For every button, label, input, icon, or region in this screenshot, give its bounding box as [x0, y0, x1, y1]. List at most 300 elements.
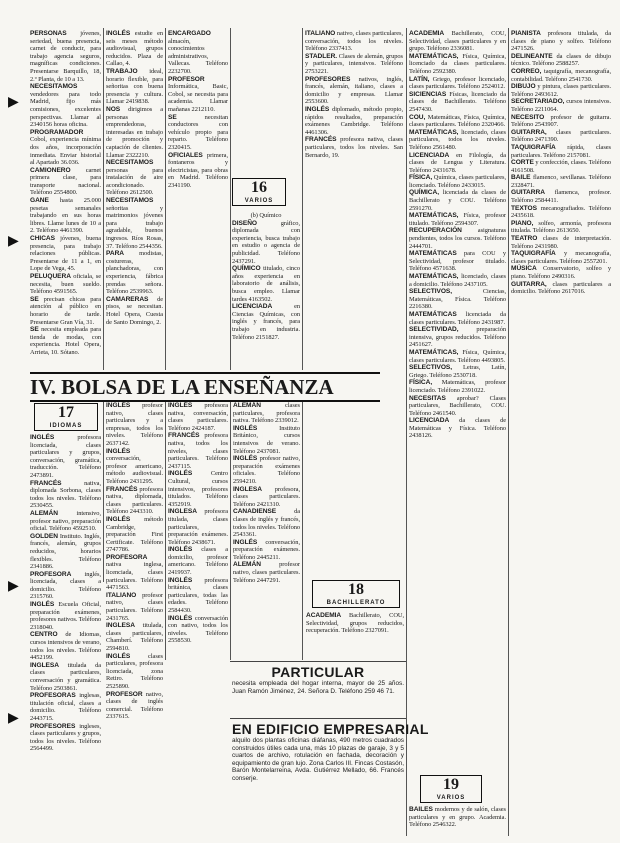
classified-ad — [511, 265, 611, 280]
category-label: VARIOS — [436, 795, 466, 801]
ad-keyword: INGLÉS — [233, 424, 258, 432]
classified-ad — [409, 189, 506, 212]
classified-ad — [409, 91, 506, 114]
ad-text: Conservatorio, solfeo y piano. Teléfono 2490316. — [511, 265, 611, 280]
ad-text: titulado, cinco años experiencia en laboratorio de análisis, busca empleo. Llamar tardes 4163502. — [232, 265, 300, 303]
ad-list — [306, 612, 404, 635]
ad-text: Bachillerato, COU, Selectividad, clases particulares y en grupo. Teléfono 2336081. — [409, 30, 506, 53]
ad-keyword: ENCARGADO — [168, 30, 211, 37]
ad-keyword: ALEMÁN — [233, 561, 261, 569]
ad-text: vendedores para todo Madrid, fijo más comisiones, excelentes perspectivas. Llamar al 2340156 horas oficina. — [30, 90, 101, 129]
category-label: BACHILLERATO — [326, 600, 386, 606]
classified-ad — [233, 561, 300, 584]
classified-ad — [305, 106, 403, 136]
ad-keyword: SE — [30, 295, 39, 303]
ad-text: nativo, clases particulares, conversación, todos los niveles. Teléfono 2337413. — [305, 30, 403, 53]
classified-ad — [409, 30, 506, 53]
ad-text: taquigrafía, mecanografía, contabilidad. Teléfono 2541730. — [511, 67, 611, 83]
ad-text: profesor nativo, clases particulares y a empresas, todos los niveles. Teléfono 2637142. — [106, 402, 163, 447]
classified-ad — [30, 510, 101, 533]
column-rule — [165, 402, 166, 660]
classified-ad — [409, 227, 506, 250]
ad-text: personas para instalación de aire acondicionado. Teléfono 2612500. — [106, 166, 163, 197]
ad-keyword: MÚSICA — [511, 265, 537, 273]
ad-text: rápida, clases particulares. Teléfono 2157081. — [511, 143, 611, 159]
ad-keyword: TAQUIGRAFÍA — [511, 250, 556, 258]
ad-text: Matemáticas, Física, Química, clases particulares. Teléfono 2320466. — [409, 113, 506, 129]
ad-keyword: INGLESA — [168, 508, 197, 516]
ad-keyword: ITALIANO — [106, 591, 137, 599]
category-box-idiomas — [34, 403, 98, 431]
ad-keyword: INGLÉS — [168, 576, 193, 584]
ad-keyword: ACADEMIA — [306, 612, 342, 619]
classified-column — [168, 30, 228, 368]
ad-text: profesor nativo, preparación exámenes oficiales. Teléfono 2594210. — [233, 455, 300, 485]
ad-keyword: TEATRO — [511, 235, 538, 243]
ad-list — [409, 30, 506, 440]
ad-keyword: GOLDEN — [30, 532, 58, 540]
classified-ad — [106, 592, 163, 622]
classified-ad — [106, 250, 163, 296]
classified-ad — [409, 250, 506, 273]
classified-ad — [409, 212, 506, 227]
ad-text: Centro Cultural, cursos intensivos, profesores titulados. Teléfono 4352919. — [168, 470, 228, 508]
classified-ad — [305, 76, 403, 106]
ad-keyword: PELUQUERA — [30, 273, 71, 280]
classified-column — [409, 806, 506, 836]
ad-body: alquilo dos plantas oficinas diáfanas, 490 metros cuadrados construidos útiles cada una, más 10 plazas de garaje, 3 y 5 cuartos de archivo, rotulación en fachada, decoración y equipamiento de gran lujo. Zona Carlos III. Fincas Costasón, Barón Montelarreina, Avda. Gutiérrez Mellado, 66. Francés conserje. — [232, 737, 404, 782]
classified-ad — [409, 326, 506, 349]
ad-keyword: ALEMÁN — [30, 509, 58, 517]
classified-ad — [30, 631, 101, 661]
ad-keyword: PARA — [106, 250, 124, 258]
ad-keyword: INGLESA — [30, 661, 59, 669]
ad-keyword: LICENCIADA — [232, 303, 273, 311]
classified-ad — [409, 288, 506, 311]
ad-text: conversación, preparación exámenes. Teléfono 2445211. — [233, 538, 300, 561]
classified-ad — [106, 159, 163, 197]
display-ad-particular — [232, 664, 404, 716]
classified-ad — [30, 326, 101, 356]
column-rule — [508, 28, 509, 836]
ad-keyword: OFICIALES — [168, 151, 203, 159]
ad-keyword: DELINEANTE — [511, 52, 553, 60]
ad-keyword: CHICAS — [30, 235, 55, 243]
ad-list — [511, 30, 611, 296]
ad-text: Instituto. Inglés, francés, alemán, grupos reducidos, horarios flexibles. Teléfono 2341886. — [30, 532, 101, 571]
classified-ad — [409, 364, 506, 379]
classified-ad — [168, 114, 228, 152]
ad-keyword: PROFESOR — [168, 75, 205, 83]
ad-text: profesor de guitarra. Teléfono 2543907. — [511, 113, 611, 129]
ad-text: asignaturas pendientes, todos los cursos. Teléfono 2444701. — [409, 227, 506, 250]
ad-text: en Filología, da clases de Lengua y Literatura. Teléfono 2431678. — [409, 151, 506, 174]
ad-keyword: NECESITAMOS — [106, 197, 154, 205]
ad-text: profesor nativo, clases particulares. Teléfono 2447291. — [233, 561, 300, 584]
ad-keyword: CAMIONERO — [30, 166, 71, 174]
ad-text: clases particulares, profesora nativa. Teléfono 2339012. — [233, 402, 300, 425]
ad-text: licenciado, clases a domicilio. Teléfono 2437105. — [409, 273, 506, 288]
ad-text: flamenca, profesor. Teléfono 2584411. — [511, 189, 611, 205]
ad-keyword: NOS — [106, 105, 121, 113]
ad-text: oficiala, se necesita, buen sueldo. Teléfono 4591565. — [30, 273, 101, 296]
ad-text: ideal, horario flexible, para señoritas con buena presencia y cultura. Llamar 2419838. — [106, 67, 163, 106]
ad-keyword: PROFESORES — [30, 722, 76, 730]
category-number: 19 — [443, 776, 459, 793]
ad-text: licenciada da clases de Bachillerato y COU. Teléfono 2591270. — [409, 189, 506, 212]
classified-ad — [511, 68, 611, 83]
ad-text: intensivo, profesor nativo, preparación oficial. Teléfono 4592510. — [30, 509, 101, 533]
ad-keyword: QUÍMICA, — [409, 189, 440, 197]
left-margin-arrow-icon: ▶ — [8, 711, 19, 726]
classified-ad — [233, 455, 300, 485]
ad-text: profesora británica, clases particulares, todas las edades. Teléfono 2584430. — [168, 576, 228, 615]
column-rule — [103, 402, 104, 582]
ad-text: hasta 25.000 pesetas semanales trabajando en sus horas libres. Llame lunes de 10 a 2. Teléfono 4461390. — [30, 197, 101, 235]
classified-ad — [511, 189, 611, 204]
ad-keyword: TAQUIGRAFÍA — [511, 143, 556, 151]
classified-ad — [233, 402, 300, 425]
ad-keyword: PROFESORA — [106, 553, 148, 561]
ad-text: de pisos, se necesitan. Hotel Opera, Cuesta de Santo Domingo, 2. — [106, 295, 163, 326]
ad-keyword: CENTRO — [30, 631, 58, 639]
ad-text: modernos y de salón, clases particulares y en grupo. Academia. Teléfono 2546322. — [409, 806, 506, 829]
ad-text: Escuela Oficial, preparación exámenes, profesores nativos. Teléfono 2318040. — [30, 601, 101, 631]
classified-ad — [30, 533, 101, 571]
ad-keyword: SE — [30, 326, 39, 334]
ad-text: Matemáticas, profesor licenciado. Teléfono 2391022. — [409, 379, 506, 394]
ad-keyword: MATEMÁTICAS — [409, 250, 457, 258]
ad-text: da clases de dibujo técnico. Teléfono 2588257. — [511, 52, 611, 68]
classified-column — [305, 30, 403, 368]
classified-column — [30, 30, 101, 368]
ad-keyword: INGLÉS — [168, 546, 193, 554]
ad-text: precisan chicas para atención al público en horario de tarde. Presentarse Gran Vía, 31. — [30, 295, 101, 326]
classified-ad — [233, 539, 300, 562]
column-rule — [406, 28, 407, 836]
classified-ad — [511, 98, 611, 113]
ad-list — [305, 30, 403, 159]
ad-keyword: CORREO, — [511, 67, 542, 75]
ad-keyword: INGLÉS — [106, 447, 131, 455]
ad-text: en Ciencias Químicas, con inglés y francés, para trabajo en industria. Teléfono 2151827. — [232, 303, 300, 341]
ad-keyword: FRANCÉS — [168, 432, 200, 440]
ad-keyword: SICIENCIAS — [409, 90, 447, 98]
classified-column — [233, 402, 300, 657]
classified-ad — [305, 53, 403, 76]
ad-keyword: ITALIANO — [305, 30, 336, 37]
classified-ad — [30, 273, 101, 296]
ad-keyword: SECRETARIADO, — [511, 98, 565, 106]
ad-keyword: PROGRAMADOR — [30, 128, 84, 136]
classified-ad — [168, 402, 228, 432]
ad-text: gráfico, diplomada con experiencia, busca trabajo en estudio o agencia de publicidad. Teléfono 2437291. — [232, 219, 300, 265]
ad-keyword: GUITARRA, — [511, 128, 547, 136]
ad-text: clases particulares, profesora licenciada, zona Retiro. Teléfono 2525890. — [106, 652, 163, 690]
classified-ad — [409, 76, 506, 91]
ad-keyword: INGLÉS — [168, 614, 193, 622]
ad-keyword: FÍSICA, — [409, 174, 433, 182]
ad-keyword: INGLÉS — [30, 434, 55, 441]
ad-text: estudie en seis meses método audiovisual, grupos reducidos. Plaza de Callao, 4. — [106, 30, 163, 68]
ad-text: mecanografiados. Teléfono 2435618. — [511, 204, 611, 220]
ad-text: nativa, diplomada Sorbona, clases todos los niveles. Teléfono 2530455. — [30, 479, 101, 510]
column-rule — [302, 28, 303, 370]
classified-ad — [233, 508, 300, 538]
classified-ad — [306, 612, 404, 635]
ad-text: da clases de inglés y francés, todos los niveles. Teléfono 2543361. — [233, 508, 300, 539]
column-rule — [230, 402, 231, 660]
ad-text: inglés, licenciada, clases a domicilio. Teléfono 2315760. — [30, 570, 101, 601]
ad-text: nativo, clases de inglés comercial. Teléfono 2337615. — [106, 690, 163, 721]
ad-keyword: INGLÉS — [106, 402, 131, 409]
category-number: 17 — [58, 404, 74, 421]
classified-ad — [511, 220, 611, 235]
ad-text: profesora, clases particulares. Teléfono 2421310. — [233, 485, 300, 508]
category-box-varios — [232, 178, 286, 206]
classified-ad — [30, 129, 101, 167]
ad-text: titulada, clases particulares, Chamberí. Teléfono 2594810. — [106, 622, 163, 652]
ad-text: Bachillerato, COU, Selectividad, grupos reducidos, recuperación. Teléfono 2327091. — [306, 612, 404, 635]
rule — [230, 718, 406, 719]
classified-ad — [511, 159, 611, 174]
classified-ad — [409, 129, 506, 152]
ad-keyword: INGLÉS — [168, 470, 193, 478]
ad-keyword: MATEMÁTICAS — [409, 310, 457, 318]
ad-keyword: LICENCIADA — [409, 417, 450, 425]
ad-text: Letras, Latín, Griego. Teléfono 2530718. — [409, 364, 506, 379]
classified-ad — [106, 106, 163, 159]
classified-ad — [511, 250, 611, 265]
classified-ad — [106, 402, 163, 448]
ad-text: jóvenes, buena presencia, para trabajo relaciones públicas. Presentarse de 11 a 1, en Lope de Vega, 45. — [30, 235, 101, 273]
ad-keyword: GUITARRA, — [511, 280, 547, 288]
classified-ad — [168, 432, 228, 470]
classified-ad — [305, 30, 403, 53]
classified-ad — [409, 395, 506, 418]
ad-text: profesora nativa, clases particulares, todos los niveles. San Bernardo, 19. — [305, 136, 403, 159]
ad-list — [233, 402, 300, 584]
ad-keyword: MATEMÁTICAS, — [409, 52, 459, 60]
ad-text: clases particulares a domicilio. Teléfono 2617016. — [511, 280, 611, 296]
ad-text: carnet primera clase, para transporte nacional. Teléfono 2554800. — [30, 166, 101, 197]
ad-list — [232, 220, 300, 342]
ad-keyword: PIANISTA — [511, 30, 541, 37]
ad-keyword: NECESITO — [511, 113, 545, 121]
classified-ad — [511, 174, 611, 189]
ad-text: Ciencias, Matemáticas, Física. Teléfono 2216380. — [409, 288, 506, 311]
ad-keyword: FRANCÉS — [106, 485, 138, 493]
classified-ad — [168, 76, 228, 114]
ad-text: para COU y Selectividad, profesor titulado. Teléfono 4571638. — [409, 250, 506, 273]
ad-keyword: GUITARRA — [511, 189, 545, 197]
ad-text: nativa inglesa, licenciada, clases particulares. Teléfono 4471563. — [106, 561, 163, 592]
category-box-bachillerato — [312, 580, 400, 608]
classified-ad — [409, 152, 506, 175]
ad-keyword: FÍSICA, — [409, 379, 433, 387]
ad-text: solfeo, armonía, profesora titulada. Teléfono 2613650. — [511, 219, 611, 235]
classified-column — [232, 212, 300, 368]
classified-ad — [106, 554, 163, 592]
classified-ad — [409, 311, 506, 326]
classified-ad — [409, 53, 506, 76]
ad-text: conversación con nativo, todos los niveles. Teléfono 2558530. — [168, 614, 228, 645]
ad-text: clases a domicilio, profesor americano. Teléfono 2419937. — [168, 546, 228, 577]
ad-keyword: INGLÉS — [106, 30, 131, 37]
ad-text: profesora licenciada, clases particulares y grupos, conversación, gramática, traducción. Teléfono 2473891. — [30, 434, 101, 479]
classified-ad — [106, 296, 163, 326]
ad-list — [30, 30, 101, 357]
ad-keyword: NECESITAMOS — [106, 159, 154, 167]
classified-ad — [232, 220, 300, 266]
ad-keyword: INGLÉS — [233, 538, 258, 546]
ad-keyword: COU, — [409, 113, 426, 121]
ad-text: diplomado, método propio, rápidos resultados, preparación exámenes Cambridge. Teléfono 4461306. — [305, 105, 403, 136]
ad-text: Informática, Basic, Cobol, se necesita para academia. Llamar mañanas 2212110. — [168, 83, 228, 113]
classified-ad — [168, 508, 228, 546]
ad-text: y mecanografía, clases particulares. Teléfono 2557201. — [511, 250, 611, 265]
ad-text: nativos, inglés, francés, alemán, italiano, clases a domicilio y empresas. Llamar 2553600. — [305, 75, 403, 106]
ad-keyword: ALEMÁN — [233, 402, 261, 409]
classified-column — [511, 30, 611, 836]
ad-text: profesora nativa, todos los niveles, clases particulares. Teléfono 2437115. — [168, 432, 228, 470]
ad-keyword: PROFESORA — [30, 570, 72, 578]
section-title: IV. BOLSA DE LA ENSEÑANZA — [30, 372, 380, 402]
ad-text: clases de interpretación. Teléfono 2431980. — [511, 235, 611, 250]
rule — [230, 661, 406, 662]
classified-ad — [30, 434, 101, 480]
classified-column — [306, 612, 404, 658]
ad-text: licenciada da clases particulares. Teléfono 2431987. — [409, 310, 506, 326]
classified-ad — [106, 516, 163, 554]
category-label: IDIOMAS — [49, 423, 83, 429]
ad-text: jóvenes, seriedad, buena presencia, carnet de conducir, para trabajo agencia seguros, magníficas condiciones. Presentarse Barquillo, 18, 2.º Planta, de 10 a 13. — [30, 30, 101, 83]
ad-keyword: FRANCÉS — [30, 479, 62, 487]
ad-text: almacén, conocimientos administrativos, Vallecas. Teléfono 2232700. — [168, 37, 228, 75]
ad-text: Cobol, experiencia mínima dos años, incorporación inmediata. Enviar historial al Apartado 36.036. — [30, 136, 101, 167]
classified-ad — [511, 83, 611, 98]
column-rule — [165, 28, 166, 370]
classified-ad — [409, 174, 506, 189]
ad-keyword: LICENCIADA — [409, 151, 450, 159]
classified-ad — [168, 615, 228, 645]
classified-ad — [511, 144, 611, 159]
ad-text: y pintura, clases particulares. Teléfono 2493612. — [511, 83, 611, 98]
classified-ad — [30, 296, 101, 326]
ad-text: Química, clases particulares, licenciado. Teléfono 2433015. — [409, 174, 506, 189]
ad-keyword: SELECTIVOS, — [409, 364, 453, 372]
ad-keyword: INGLÉS — [168, 402, 193, 409]
ad-text: clases particulares. Teléfono 2471390. — [511, 128, 611, 144]
left-margin-arrow-icon: ▶ — [8, 579, 19, 594]
classified-ad — [106, 622, 163, 652]
ad-heading: PARTICULAR — [271, 664, 365, 680]
ad-keyword: SELECTIVIDAD, — [409, 326, 459, 334]
classified-ad — [106, 653, 163, 691]
classified-ad — [409, 417, 506, 440]
classified-ad — [30, 601, 101, 631]
ad-text: preparación intensiva, grupos reducidos. Teléfono 2451627. — [409, 326, 506, 349]
ad-list — [168, 402, 228, 645]
classified-ad — [106, 448, 163, 486]
ad-keyword: SE — [168, 113, 177, 121]
ad-text: Física, Química, licenciado da clases particulares. Teléfono 2592380. — [409, 52, 506, 75]
ad-text: ingleses, clases particulares y grupos, todos los niveles. Teléfono 2564499. — [30, 722, 101, 753]
ad-text: Griego, profesor licenciado, clases particulares. Teléfono 2524012. — [409, 75, 506, 91]
classified-ad — [409, 806, 506, 829]
ad-keyword: INGLÉS — [305, 105, 330, 113]
ad-text: profesora titulada, clases particulares, preparación exámenes. Teléfono 2438671. — [168, 508, 228, 546]
ad-text: profesora nativa, diplomada, clases particulares. Teléfono 2443310. — [106, 485, 163, 516]
ad-keyword: DISEÑO — [232, 219, 257, 227]
ad-text: profesor nativo, clases particulares. Teléfono 2431765. — [106, 591, 163, 622]
ad-list — [30, 434, 101, 753]
ad-list — [106, 402, 163, 721]
ad-keyword: SELECTIVOS, — [409, 288, 453, 296]
column-rule — [230, 28, 231, 370]
classified-column — [106, 402, 163, 828]
ad-keyword: PIANO, — [511, 219, 534, 227]
ad-text: necesitan conductores con vehículo propio para reparto. Teléfono 2320415. — [168, 113, 228, 151]
classified-ad — [106, 197, 163, 250]
ad-text: conversación, profesor americano, método audiovisual. Teléfono 2431295. — [106, 455, 163, 485]
classified-ad — [30, 692, 101, 722]
classified-ad — [409, 114, 506, 129]
ad-keyword: ACADEMIA — [409, 30, 445, 37]
ad-text: Física, profesor titulado. Teléfono 2594307. — [409, 212, 506, 227]
classified-ad — [511, 114, 611, 129]
classified-ad — [511, 281, 611, 296]
ad-keyword: PROFESORES — [305, 75, 351, 83]
ad-keyword: MATEMÁTICAS, — [409, 128, 459, 136]
classified-ad — [30, 30, 101, 83]
classified-ad — [30, 662, 101, 692]
ad-text: y confección, clases. Teléfono 4161508. — [511, 159, 611, 174]
ad-keyword: TRABAJO — [106, 67, 138, 75]
ad-text: Física, Química, clases particulares. Teléfono 4493805. — [409, 348, 506, 364]
ad-keyword: DIBUJO — [511, 83, 536, 91]
classified-ad — [106, 30, 163, 68]
ad-keyword: PROFESOR — [106, 690, 143, 698]
classified-ad — [30, 235, 101, 273]
classified-ad — [233, 486, 300, 509]
classified-ad — [233, 425, 300, 455]
ad-text: flamenco, sevillanas. Teléfono 2328471. — [511, 174, 611, 189]
classified-ad — [106, 486, 163, 516]
classified-column — [30, 434, 101, 828]
ad-text: profesora nativa, conversación, clases particulares. Teléfono 2424187. — [168, 402, 228, 432]
ad-text: inglesas, titulación oficial, clases a domicilio. Teléfono 2443715. — [30, 692, 101, 722]
ad-text: da clases de Matemáticas y Física. Teléfono 2438126. — [409, 417, 506, 440]
classified-ad — [511, 53, 611, 68]
ad-keyword: TEXTOS — [511, 204, 537, 212]
ad-keyword: CANADIENSE — [233, 508, 277, 516]
ad-keyword: NECESITAMOS — [30, 83, 78, 91]
classified-column — [409, 30, 506, 770]
classified-column — [106, 30, 163, 368]
ad-list — [106, 30, 163, 326]
classified-ad — [511, 30, 611, 53]
ad-keyword: LATÍN, — [409, 75, 430, 83]
ad-keyword: INGLESA — [233, 485, 262, 493]
classified-ad — [305, 136, 403, 159]
ad-keyword: PERSONAS — [30, 30, 67, 37]
ad-text: Físicas, licenciado da clases de Bachillerato. Teléfono 2547430. — [409, 90, 506, 113]
ad-keyword: BAILES — [409, 806, 433, 813]
classified-ad — [30, 197, 101, 235]
classified-ad — [30, 167, 101, 197]
classified-ad — [511, 235, 611, 250]
